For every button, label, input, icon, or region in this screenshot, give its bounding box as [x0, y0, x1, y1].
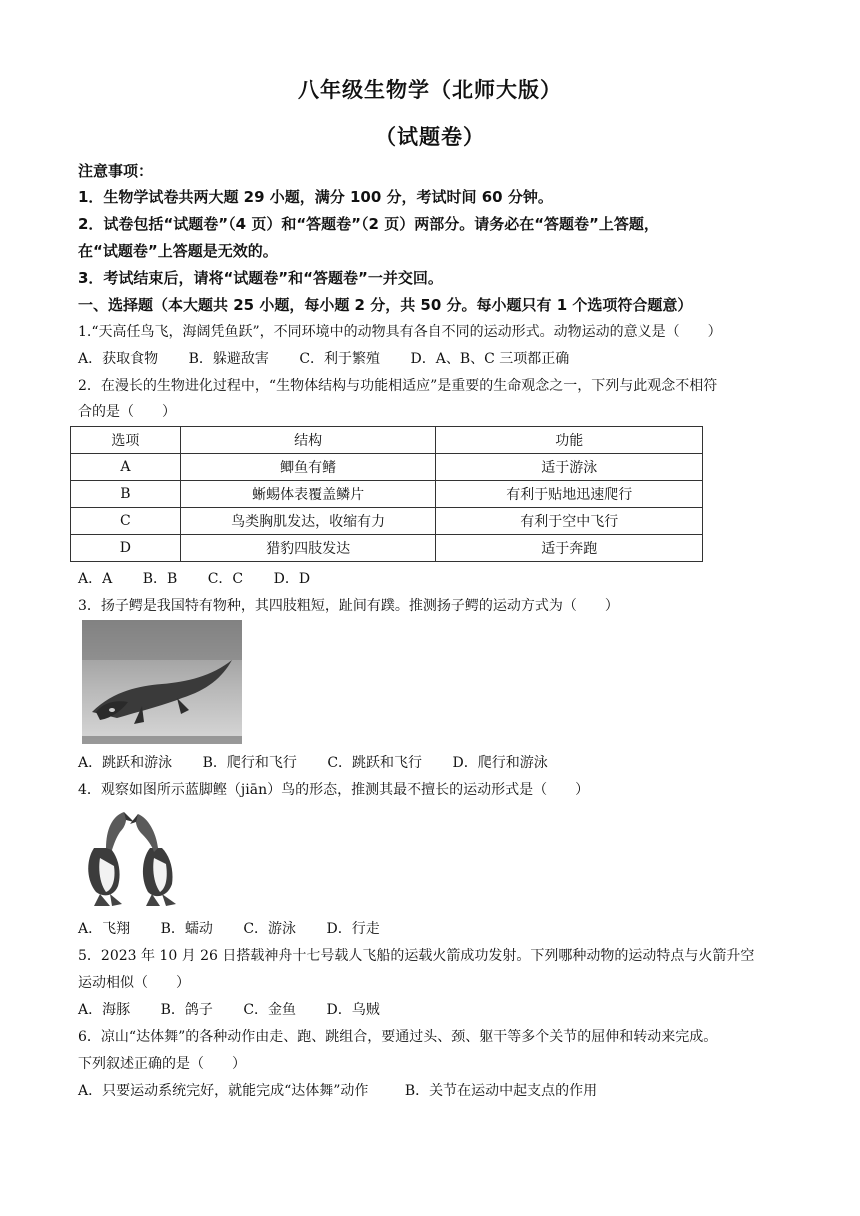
q5-option-b[interactable]: B．鸽子 — [160, 1002, 213, 1018]
page-subtitle: （试题卷） — [375, 125, 485, 149]
q3-option-c[interactable]: C．跳跃和飞行 — [327, 755, 423, 771]
question-6-options — [78, 1080, 798, 1102]
q4-option-b[interactable]: B．蠕动 — [160, 921, 213, 937]
q2-option-b[interactable]: B．B — [142, 571, 178, 587]
q1-option-a[interactable]: A．获取食物 — [78, 351, 159, 367]
question-5-options — [78, 999, 798, 1021]
question-3-options — [78, 752, 798, 774]
q5-option-c[interactable]: C．金鱼 — [243, 1002, 297, 1018]
table-cell: 猎豹四肢发达 — [180, 535, 436, 562]
table-cell: B — [71, 481, 181, 508]
question-2-stem-cont: 合的是（ ） — [78, 404, 176, 420]
q2-option-d[interactable]: D．D — [273, 571, 311, 587]
table-header: 选项 — [71, 427, 181, 454]
question-4-stem: 4．观察如图所示蓝脚鲣（jiān）鸟的形态，推测其最不擅长的运动形式是（ ） — [78, 782, 590, 798]
q6-option-a[interactable]: A．只要运动系统完好，就能完成“达体舞”动作 — [78, 1083, 369, 1099]
question-5-stem: 5．2023 年 10 月 26 日搭载神舟十七号载人飞船的运载火箭成功发射。下列哪种动物的运动特点与火箭升空 — [78, 948, 755, 964]
q2-option-c[interactable]: C．C — [207, 571, 244, 587]
q3-option-d[interactable]: D．爬行和游泳 — [452, 755, 548, 771]
table-row — [71, 454, 703, 481]
table-header-row — [71, 427, 703, 454]
table-cell: 适于奔跑 — [436, 535, 703, 562]
page-title: 八年级生物学（北师大版） — [298, 78, 562, 102]
table-cell: 有利于贴地迅速爬行 — [436, 481, 703, 508]
question-2-stem: 2．在漫长的生物进化过程中，“生物体结构与功能相适应”是重要的生命观念之一，下列与此观念不相符 — [78, 378, 718, 394]
q4-option-a[interactable]: A．飞翔 — [78, 921, 131, 937]
table-header: 功能 — [436, 427, 703, 454]
notice-heading: 注意事项： — [78, 162, 154, 180]
table-cell: A — [71, 454, 181, 481]
table-row — [71, 481, 703, 508]
table-header: 结构 — [180, 427, 436, 454]
question-1-stem: 1.“天高任鸟飞，海阔凭鱼跃”，不同环境中的动物具有各自不同的运动形式。动物运动的意义是（ ） — [78, 324, 722, 340]
question-3-stem: 3．扬子鳄是我国特有物种，其四肢粗短，趾间有蹼。推测扬子鳄的运动方式为（ ） — [78, 598, 619, 614]
notice-item-3: 3．考试结束后，请将“试题卷”和“答题卷”一并交回。 — [78, 269, 443, 287]
q5-option-d[interactable]: D．乌贼 — [326, 1002, 380, 1018]
question-6-stem-cont: 下列叙述正确的是（ ） — [78, 1056, 246, 1072]
table-cell: 有利于空中飞行 — [436, 508, 703, 535]
question-1-options — [78, 348, 798, 370]
q1-option-c[interactable]: C．利于繁殖 — [299, 351, 381, 367]
q3-option-a[interactable]: A．跳跃和游泳 — [78, 755, 173, 771]
q2-option-a[interactable]: A．A — [78, 571, 113, 587]
table-cell: D — [71, 535, 181, 562]
q6-option-b[interactable]: B．关节在运动中起支点的作用 — [404, 1083, 598, 1099]
q1-option-b[interactable]: B．躲避敌害 — [188, 351, 269, 367]
table-cell: 鲫鱼有鳍 — [180, 454, 436, 481]
alligator-photo — [82, 620, 242, 744]
table-cell: C — [71, 508, 181, 535]
q4-option-c[interactable]: C．游泳 — [243, 921, 297, 937]
table-cell: 蜥蜴体表覆盖鳞片 — [180, 481, 436, 508]
question-2-options — [78, 568, 798, 590]
section-heading: 一、选择题（本大题共 25 小题，每小题 2 分，共 50 分。每小题只有 1 个选项符合题意） — [78, 296, 693, 314]
table-cell: 适于游泳 — [436, 454, 703, 481]
blue-footed-booby-photo — [76, 808, 188, 912]
question-2-table — [70, 426, 703, 562]
notice-item-2: 2．试卷包括“试题卷”（4 页）和“答题卷”（2 页）两部分。请务必在“答题卷”上答题， — [78, 215, 659, 233]
table-cell: 鸟类胸肌发达，收缩有力 — [180, 508, 436, 535]
table-row — [71, 508, 703, 535]
q5-option-a[interactable]: A．海豚 — [78, 1002, 131, 1018]
question-5-stem-cont: 运动相似（ ） — [78, 975, 190, 991]
notice-item-2-cont: 在“试题卷”上答题是无效的。 — [78, 242, 278, 260]
q4-option-d[interactable]: D．行走 — [326, 921, 380, 937]
question-4-options — [78, 918, 798, 940]
q3-option-b[interactable]: B．爬行和飞行 — [202, 755, 297, 771]
question-6-stem: 6．凉山“达体舞”的各种动作由走、跑、跳组合，要通过头、颈、躯干等多个关节的屈伸和转动来完成。 — [78, 1029, 718, 1045]
table-row — [71, 535, 703, 562]
q1-option-d[interactable]: D．A、B、C 三项都正确 — [410, 351, 570, 367]
notice-item-1: 1．生物学试卷共两大题 29 小题，满分 100 分，考试时间 60 分钟。 — [78, 188, 553, 206]
